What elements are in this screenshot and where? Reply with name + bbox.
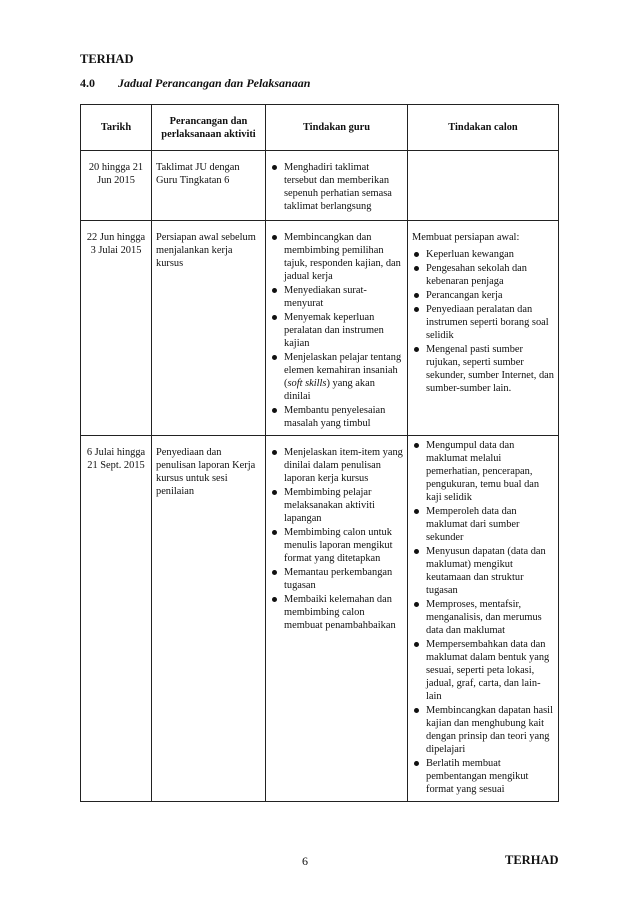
date-cell: 20 hingga 21 Jun 2015	[81, 151, 152, 221]
candidate-action-cell	[408, 151, 559, 221]
header-activity: Perancangan dan perlaksanaan aktiviti	[152, 105, 266, 151]
list-item: Membimbing pelajar melaksanakan aktiviti lapangan	[284, 486, 403, 525]
section-heading	[80, 76, 310, 91]
teacher-action-list	[270, 446, 403, 632]
page-number: 6	[302, 854, 308, 868]
candidate-action-cell	[408, 221, 559, 436]
list-item: Memproses, mentafsir, menganalisis, dan merumus data dan maklumat	[426, 598, 554, 637]
candidate-action-cell	[408, 436, 559, 802]
list-item: Pengesahan sekolah dan kebenaran penjaga	[426, 262, 554, 288]
list-item: Penyediaan peralatan dan instrumen seperti borang soal selidik	[426, 303, 554, 342]
list-item: Menjelaskan pelajar tentang elemen kemahiran insaniah (soft skills) yang akan dinilai	[284, 352, 402, 402]
activity-cell: Taklimat JU dengan Guru Tingkatan 6	[152, 151, 266, 221]
section-number: 4.0	[80, 76, 95, 90]
date-cell: 6 Julai hingga 21 Sept. 2015	[81, 436, 152, 802]
schedule-table	[80, 104, 559, 802]
list-item: Mengumpul data dan maklumat melalui pemerhatian, pencerapan, pengukuran, temu bual dan kaji selidik	[426, 439, 554, 504]
list-item: Memperoleh data dan maklumat dari sumber sekunder	[426, 505, 554, 544]
teacher-action-cell	[266, 221, 408, 436]
list-item: Membincangkan dan membimbing pemilihan tajuk, responden kajian, dan jadual kerja	[284, 231, 403, 283]
list-item: Berlatih membuat pembentangan mengikut format yang sesuai	[426, 757, 554, 796]
table-header-row	[81, 105, 559, 151]
candidate-action-list	[412, 439, 554, 796]
teacher-action-list	[270, 161, 403, 213]
italic-term: soft skills	[287, 378, 327, 389]
table-row	[81, 221, 559, 436]
list-item: Perancangan kerja	[426, 289, 554, 302]
date-cell: 22 Jun hingga 3 Julai 2015	[81, 221, 152, 436]
header-candidate-action: Tindakan calon	[408, 105, 559, 151]
activity-cell: Persiapan awal sebelum menjalankan kerja kursus	[152, 221, 266, 436]
restricted-footer: TERHAD	[505, 853, 559, 867]
candidate-action-list	[412, 248, 554, 395]
list-item: Keperluan kewangan	[426, 248, 554, 261]
activity-cell: Penyediaan dan penulisan laporan Kerja kursus untuk sesi penilaian	[152, 436, 266, 802]
list-item: Mempersembahkan data dan maklumat dalam bentuk yang sesuai, seperti peta lokasi, jadual, graf, carta, dan lain-lain	[426, 638, 554, 703]
teacher-action-list	[270, 231, 403, 430]
section-title: Jadual Perancangan dan Pelaksanaan	[118, 76, 311, 90]
table-row	[81, 151, 559, 221]
candidate-intro: Membuat persiapan awal:	[412, 232, 520, 243]
teacher-action-cell	[266, 151, 408, 221]
list-item: Menyemak keperluan peralatan dan instrumen kajian	[284, 311, 403, 350]
list-item: Menyediakan surat-menyurat	[284, 284, 403, 310]
list-item: Membantu penyelesaian masalah yang timbul	[284, 404, 403, 430]
list-item: Memantau perkembangan tugasan	[284, 566, 403, 592]
list-item: Membimbing calon untuk menulis laporan mengikut format yang ditetapkan	[284, 526, 403, 565]
teacher-action-cell	[266, 436, 408, 802]
header-date: Tarikh	[81, 105, 152, 151]
list-item: Membincangkan dapatan hasil kajian dan menghubung kait dengan prinsip dan teori yang dipelajari	[426, 705, 553, 755]
header-teacher-action: Tindakan guru	[266, 105, 408, 151]
list-item: Menyusun dapatan (data dan maklumat) mengikut keutamaan dan struktur tugasan	[426, 545, 554, 597]
list-item: Menjelaskan item-item yang dinilai dalam penulisan laporan kerja kursus	[284, 447, 403, 484]
table-row	[81, 436, 559, 802]
list-item: Membaiki kelemahan dan membimbing calon membuat penambahbaikan	[284, 593, 403, 632]
list-item: Mengenal pasti sumber rujukan, seperti sumber sekunder, sumber Internet, dan sumber-sumber lain.	[426, 344, 554, 394]
list-item: Menghadiri taklimat tersebut dan memberikan sepenuh perhatian semasa taklimat berlangsung	[284, 161, 403, 213]
restricted-header: TERHAD	[80, 52, 134, 66]
